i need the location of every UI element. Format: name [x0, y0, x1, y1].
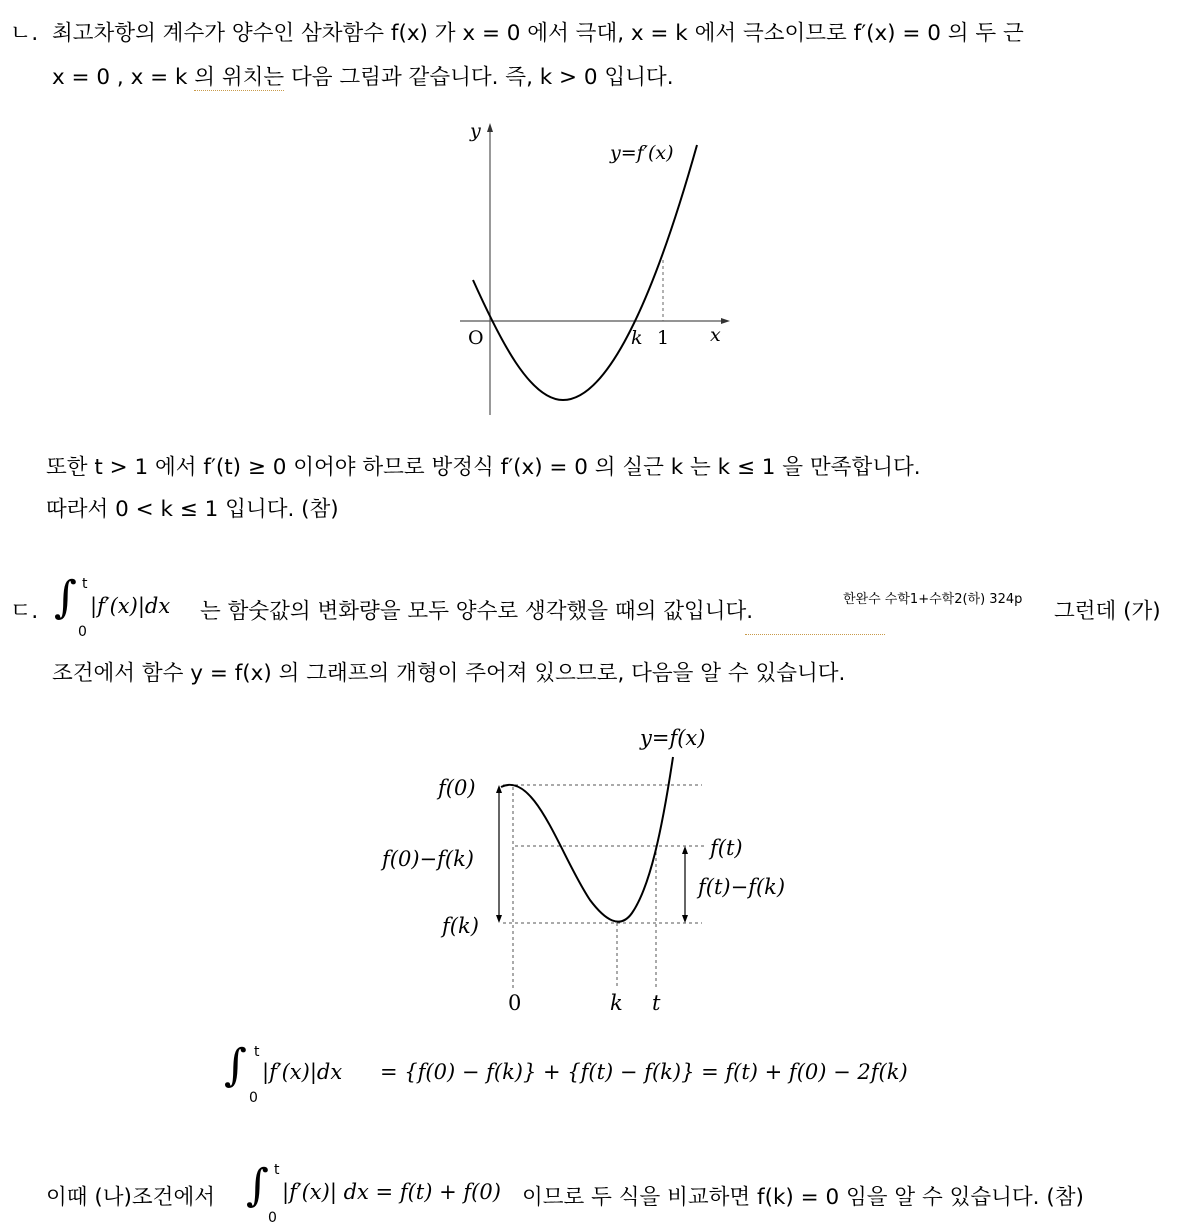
conclusion-suffix: 이므로 두 식을 비교하면 f(k) = 0 임을 알 수 있습니다. (참): [522, 1185, 1084, 1210]
integral-2-upper: t: [254, 1044, 260, 1060]
origin-label: O: [468, 327, 484, 349]
reference-note: 한완수 수학1+수학2(하) 324p: [843, 592, 1023, 607]
reference-underline: [745, 634, 885, 635]
integral-3-upper: t: [274, 1162, 280, 1178]
function-graph: [370, 715, 830, 1020]
y-axis-arrow: [487, 123, 493, 132]
section-c-line1: [200, 594, 753, 625]
section-b-line3: 또한 t > 1 에서 f′(t) ≥ 0 이어야 하므로 방정식 f′(x) = 0 의 실근 k 는 k ≤ 1 을 만족합니다.: [46, 455, 921, 480]
integral-3-lower: 0: [268, 1210, 277, 1226]
line1-text: 는 함숫값의 변화량을 모두 양수로 생각했을 때의 값입니다.: [200, 599, 754, 624]
x-axis-arrow: [721, 318, 730, 324]
right-arrow-bottom: [682, 915, 688, 923]
integral-sign-3: ∫: [246, 1160, 269, 1211]
function-curve: [501, 757, 673, 922]
x-axis-label: x: [710, 324, 721, 346]
section-c-marker: ㄷ.: [10, 599, 39, 624]
position-text: 의 위치는: [194, 65, 285, 90]
section-b-line2: [52, 60, 674, 91]
derivative-graph: [440, 115, 740, 425]
ft-label: f(t): [710, 836, 743, 860]
k-label: k: [631, 327, 643, 349]
derivative-curve-label: y=f′(x): [610, 142, 674, 164]
function-curve-label: y=f(x): [640, 726, 706, 750]
xt-label: t: [652, 991, 661, 1015]
line2-rest: 다음 그림과 같습니다. 즉, k > 0 입니다.: [284, 65, 674, 90]
conclusion-integrand: |f′(x)| dx = f(t) + f(0): [282, 1180, 501, 1204]
x0-label: 0: [508, 991, 522, 1015]
right-diff-label: f(t)−f(k): [698, 875, 786, 899]
integral-3: [244, 1160, 284, 1230]
section-b-line1: 최고차항의 계수가 양수인 삼차함수 f(x) 가 x = 0 에서 극대, x = k 에서 극소이므로 f′(x) = 0 의 두 근: [52, 21, 1024, 46]
integral-sign: ∫: [54, 572, 77, 623]
y-axis-label: y: [470, 120, 481, 142]
integral-1-integrand: |f′(x)|dx: [90, 594, 171, 618]
integral-2-lower: 0: [249, 1090, 258, 1106]
section-b-marker: ㄴ.: [10, 21, 39, 46]
left-diff-label: f(0)−f(k): [382, 847, 474, 871]
section-c-line2: 조건에서 함수 y = f(x) 의 그래프의 개형이 주어져 있으므로, 다음을 알 수 있습니다.: [52, 661, 846, 686]
integral-upper: t: [82, 576, 88, 592]
fk-label: f(k): [442, 914, 479, 938]
one-label: 1: [657, 327, 670, 349]
xk-label: k: [610, 991, 623, 1015]
equation-integrand: |f′(x)|dx: [262, 1060, 343, 1084]
right-arrow-top: [682, 846, 688, 854]
roots-text: x = 0 , x = k: [52, 65, 195, 90]
integral-2: [222, 1040, 262, 1110]
integral-1: [52, 572, 92, 642]
conclusion-prefix: 이때 (나)조건에서: [46, 1185, 215, 1210]
section-c-line1-tail: 그런데 (가): [1054, 599, 1161, 624]
f0-label: f(0): [438, 776, 476, 800]
equation-rhs: = {f(0) − f(k)} + {f(t) − f(k)} = f(t) + f(0) − 2f(k): [380, 1060, 908, 1084]
integral-sign-2: ∫: [224, 1040, 247, 1091]
left-arrow-bottom: [496, 915, 502, 923]
integral-lower: 0: [78, 624, 87, 640]
section-b-line4: 따라서 0 < k ≤ 1 입니다. (참): [46, 497, 339, 522]
